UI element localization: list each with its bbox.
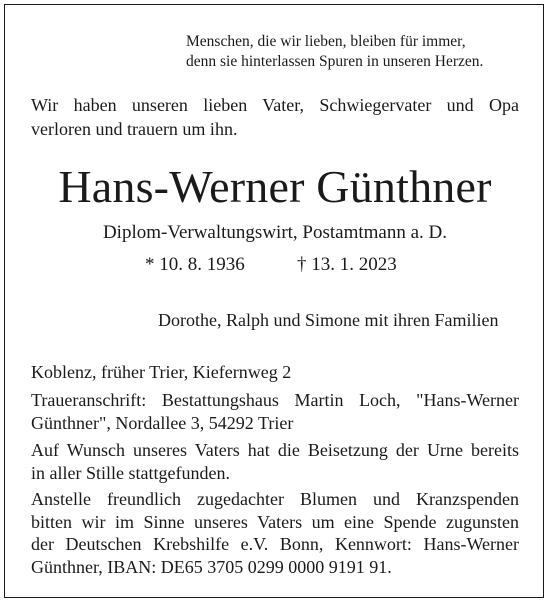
address-line: Koblenz, früher Trier, Kiefernweg 2 bbox=[31, 362, 292, 382]
donation-line-1: Anstelle freundlich zugedachter Blumen und Kranzspenden bbox=[31, 489, 519, 509]
deceased-name: Hans-Werner Günthner bbox=[58, 161, 492, 212]
burial-paragraph bbox=[31, 439, 519, 484]
intro-line-1: Wir haben unseren lieben Vater, Schwiegervater und Opa bbox=[31, 95, 519, 115]
mourners-line: Dorothe, Ralph und Simone mit ihren Familien bbox=[158, 310, 499, 330]
motto-line-2: denn sie hinterlassen Spuren in unseren Herzen. bbox=[186, 53, 484, 70]
funeral-home-line-1: Traueranschrift: Bestattungshaus Martin Loch, "Hans-Werner bbox=[31, 390, 519, 410]
motto-quote bbox=[186, 32, 483, 72]
motto-line-1: Menschen, die wir lieben, bleiben für immer, bbox=[186, 33, 466, 50]
donation-line-4: Günthner, IBAN: DE65 3705 0299 0000 9191 91. bbox=[31, 556, 392, 577]
birth-date: * 10. 8. 1936 bbox=[145, 254, 245, 275]
intro-text bbox=[31, 93, 519, 141]
intro-line-2: verloren und trauern um ihn. bbox=[31, 119, 238, 139]
donation-line-2: bitten wir im Sinne unseres Vaters um eine Spende zugunsten bbox=[31, 511, 519, 532]
funeral-home-line-2: Günthner", Nordallee 3, 54292 Trier bbox=[31, 412, 294, 433]
funeral-home-paragraph bbox=[31, 389, 519, 434]
donation-paragraph bbox=[31, 488, 519, 578]
deceased-title: Diplom-Verwaltungswirt, Postamtmann a. D. bbox=[102, 222, 448, 243]
death-date: † 13. 1. 2023 bbox=[297, 254, 397, 275]
burial-line-1: Auf Wunsch unseres Vaters hat die Beisetzung der Urne bereits bbox=[31, 440, 519, 460]
burial-line-2: in aller Stille stattgefunden. bbox=[31, 462, 230, 483]
donation-line-3: der Deutschen Krebshilfe e.V. Bonn, Kennwort: Hans-Werner bbox=[31, 534, 519, 554]
